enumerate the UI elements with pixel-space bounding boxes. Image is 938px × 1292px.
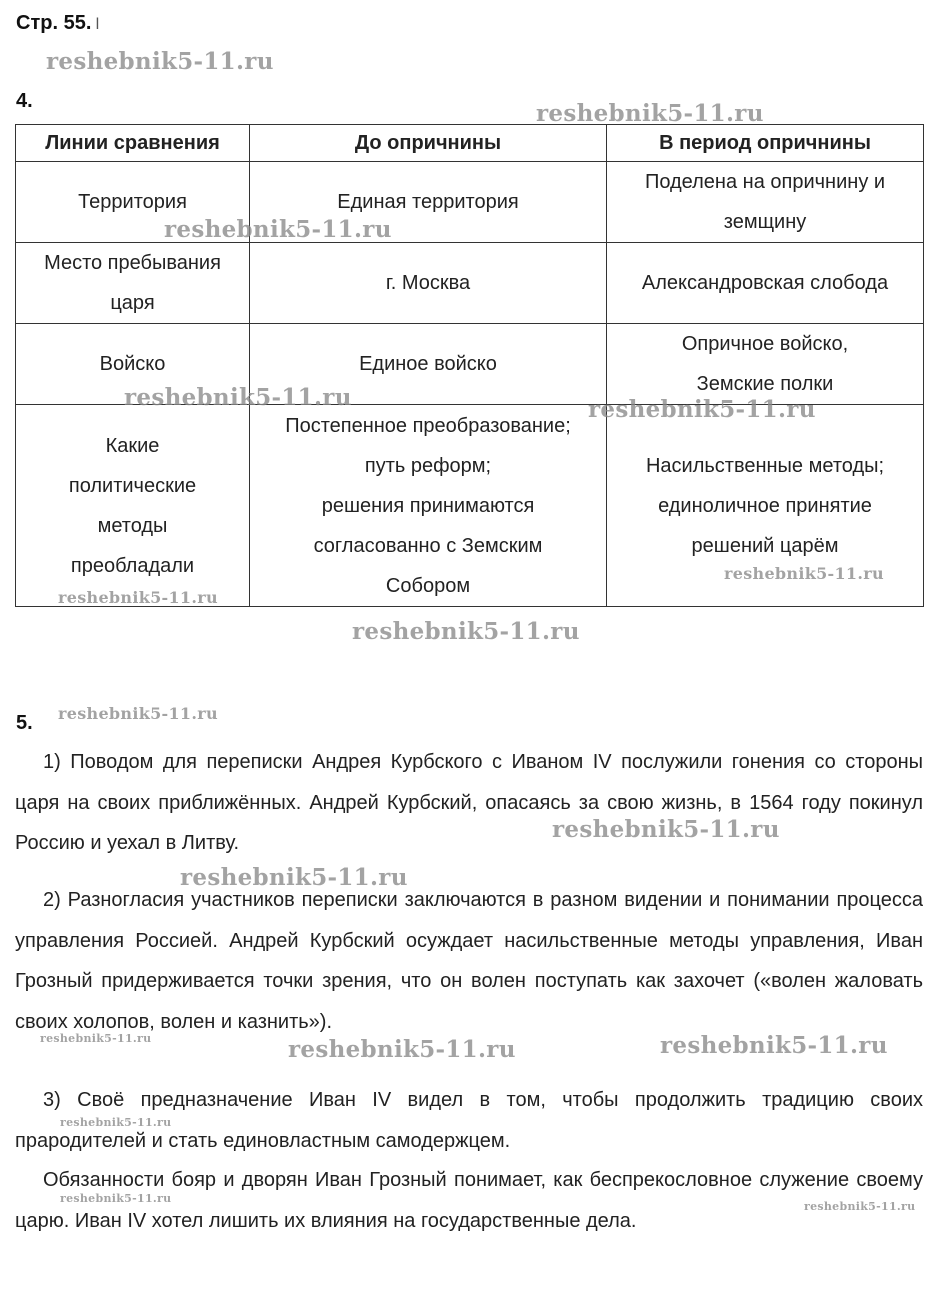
- watermark: reshebnik5-11.ru: [588, 396, 816, 423]
- task-4-number: 4.: [16, 90, 33, 112]
- page-number-label: Стр. 55.: [16, 12, 92, 34]
- answer-paragraph-4: [15, 1160, 923, 1241]
- cell-during: [607, 243, 924, 324]
- watermark: reshebnik5-11.ru: [804, 1200, 916, 1213]
- cell-text: путь реформ;: [364, 454, 492, 477]
- header-before-oprichnina: До опричнины: [250, 125, 607, 162]
- cell-text: земщину: [723, 211, 807, 233]
- cell-text: Какие: [105, 434, 160, 457]
- paragraph-text: 3) Своё предназначение Иван IV видел в том, чтобы продолжить традицию своих прародителей и стать единовластным самодержцем.: [15, 1089, 923, 1152]
- comparison-table: [15, 124, 924, 607]
- cell-text: решения принимаются: [321, 494, 535, 517]
- cell-text: Опричное войско,: [681, 333, 849, 355]
- cell-text: Насильственные методы;: [645, 454, 885, 477]
- watermark: reshebnik5-11.ru: [60, 1116, 172, 1129]
- cell-text: решений царём: [691, 534, 839, 557]
- cell-text: методы: [97, 514, 168, 537]
- table-row: [16, 324, 924, 405]
- cell-during: [607, 162, 924, 243]
- watermark: reshebnik5-11.ru: [40, 1032, 152, 1045]
- cell-line: [16, 162, 250, 243]
- cell-text: Место пребывания: [44, 252, 221, 274]
- watermark: reshebnik5-11.ru: [552, 816, 780, 843]
- cell-text: Александровская слобода: [641, 272, 889, 294]
- watermark: reshebnik5-11.ru: [46, 48, 274, 75]
- watermark: reshebnik5-11.ru: [164, 216, 392, 243]
- answer-paragraph-2: [15, 880, 923, 1042]
- watermark: reshebnik5-11.ru: [180, 864, 408, 891]
- cell-during: [607, 324, 924, 405]
- task-5-number: 5.: [16, 712, 33, 734]
- cell-text: Собором: [385, 574, 471, 597]
- paragraph-text: 2) Разногласия участников переписки заключаются в разном видении и понимании процесса управления Россией. Андрей Курбский осуждает насильственные методы управления, Иван Грозный придерживается точки зрения, что он волен поступать как захочет («волен жаловать своих холопов, волен и казнить»).: [15, 889, 923, 1033]
- page-tick-mark: ǀ: [95, 16, 100, 33]
- paragraph-text: 1) Поводом для переписки Андрея Курбского с Иваном IV послужили гонения со стороны царя на своих приближённых. Андрей Курбский, опасаясь за свою жизнь, в 1564 году покинул Россию и уехал в Литву.: [15, 751, 923, 854]
- cell-before: [250, 243, 607, 324]
- cell-text: согласованно с Земским: [313, 534, 543, 557]
- table-row: [16, 162, 924, 243]
- answer-paragraph-3: [15, 1080, 923, 1161]
- cell-before: [250, 324, 607, 405]
- cell-during: [607, 405, 924, 607]
- cell-text: г. Москва: [385, 272, 471, 294]
- cell-text: Единое войско: [359, 353, 497, 375]
- watermark: reshebnik5-11.ru: [58, 704, 218, 723]
- cell-line: [16, 243, 250, 324]
- watermark: reshebnik5-11.ru: [288, 1036, 516, 1063]
- cell-text: Поделена на опричнину и: [644, 171, 886, 193]
- watermark: reshebnik5-11.ru: [352, 618, 580, 645]
- cell-line: [16, 324, 250, 405]
- cell-text: преобладали: [70, 554, 195, 577]
- cell-text: Постепенное преобразование;: [285, 414, 571, 437]
- cell-text: Войско: [99, 353, 166, 375]
- cell-text: Единая территория: [337, 191, 519, 213]
- table-row: [16, 405, 924, 607]
- answer-paragraph-1: [15, 742, 923, 864]
- cell-text: Земские полки: [696, 373, 834, 395]
- watermark: reshebnik5-11.ru: [724, 564, 884, 583]
- cell-line: [16, 405, 250, 607]
- cell-text: царя: [110, 292, 155, 314]
- header-during-oprichnina: В период опричнины: [607, 125, 924, 162]
- page-number: [16, 12, 100, 35]
- paragraph-text: Обязанности бояр и дворян Иван Грозный понимает, как беспрекословное служение своему царю. Иван IV хотел лишить их влияния на государственные дела.: [15, 1169, 923, 1232]
- cell-before: [250, 162, 607, 243]
- header-comparison-lines: Линии сравнения: [16, 125, 250, 162]
- cell-text: Территория: [78, 191, 187, 213]
- watermark: reshebnik5-11.ru: [60, 1192, 172, 1205]
- table-row: [16, 243, 924, 324]
- cell-text: политические: [68, 474, 197, 497]
- watermark: reshebnik5-11.ru: [536, 100, 764, 127]
- table-header-row: [16, 125, 924, 162]
- cell-before: [250, 405, 607, 607]
- cell-text: единоличное принятие: [658, 494, 872, 517]
- watermark: reshebnik5-11.ru: [58, 588, 218, 607]
- watermark: reshebnik5-11.ru: [124, 384, 352, 411]
- watermark: reshebnik5-11.ru: [660, 1032, 888, 1059]
